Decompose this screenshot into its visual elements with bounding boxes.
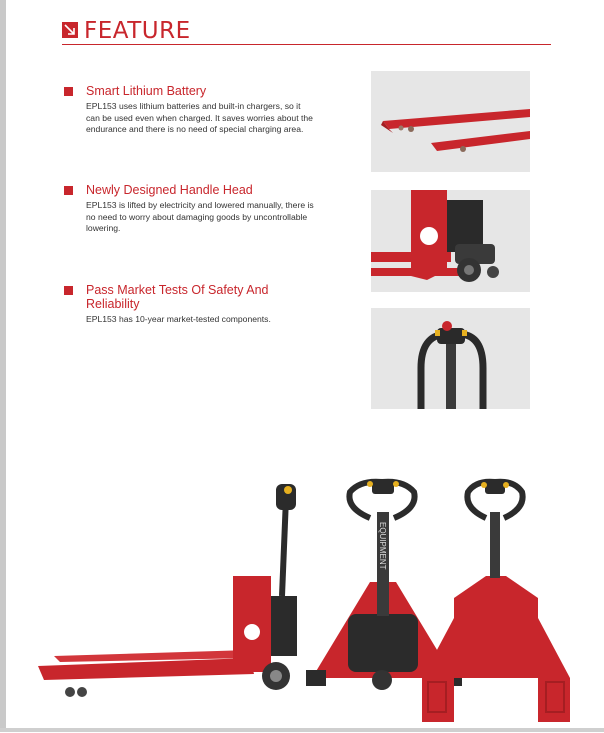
pallet-truck-rear-view	[422, 482, 570, 722]
page-edge	[0, 0, 6, 732]
feature-title: Newly Designed Handle Head	[86, 183, 253, 197]
handle-brand-text: EQUIPMENT	[378, 522, 387, 570]
arrow-down-right-icon	[62, 22, 78, 38]
feature-title: Smart Lithium Battery	[86, 84, 207, 98]
feature-title: Pass Market Tests Of Safety And Reliability	[86, 283, 269, 311]
pallet-truck-side-view	[38, 484, 297, 697]
feature-description: EPL153 is lifted by electricity and lowered manually, there is no need to worry about damaging goods by uncontrollable lowering.	[86, 200, 314, 233]
feature-item-handle	[64, 183, 344, 235]
handle-head-photo	[371, 190, 530, 292]
pallet-truck-product-views	[30, 478, 570, 728]
feature-description: EPL153 has 10-year market-tested components.	[86, 314, 271, 324]
feature-item-battery	[64, 84, 344, 136]
page-edge-bottom	[0, 728, 604, 732]
battery-forks-photo	[371, 71, 530, 172]
feature-description: EPL153 uses lithium batteries and built-in chargers, so it can be used even when charged. It saves worries about the endurance and there is no need of special charging area.	[86, 101, 313, 134]
square-bullet-icon	[64, 286, 73, 295]
square-bullet-icon	[64, 186, 73, 195]
header-divider	[62, 44, 551, 45]
handle-photo	[371, 308, 530, 409]
page-title: FEATURE	[84, 18, 191, 44]
section-header	[62, 18, 551, 46]
feature-item-safety	[64, 283, 344, 326]
square-bullet-icon	[64, 87, 73, 96]
